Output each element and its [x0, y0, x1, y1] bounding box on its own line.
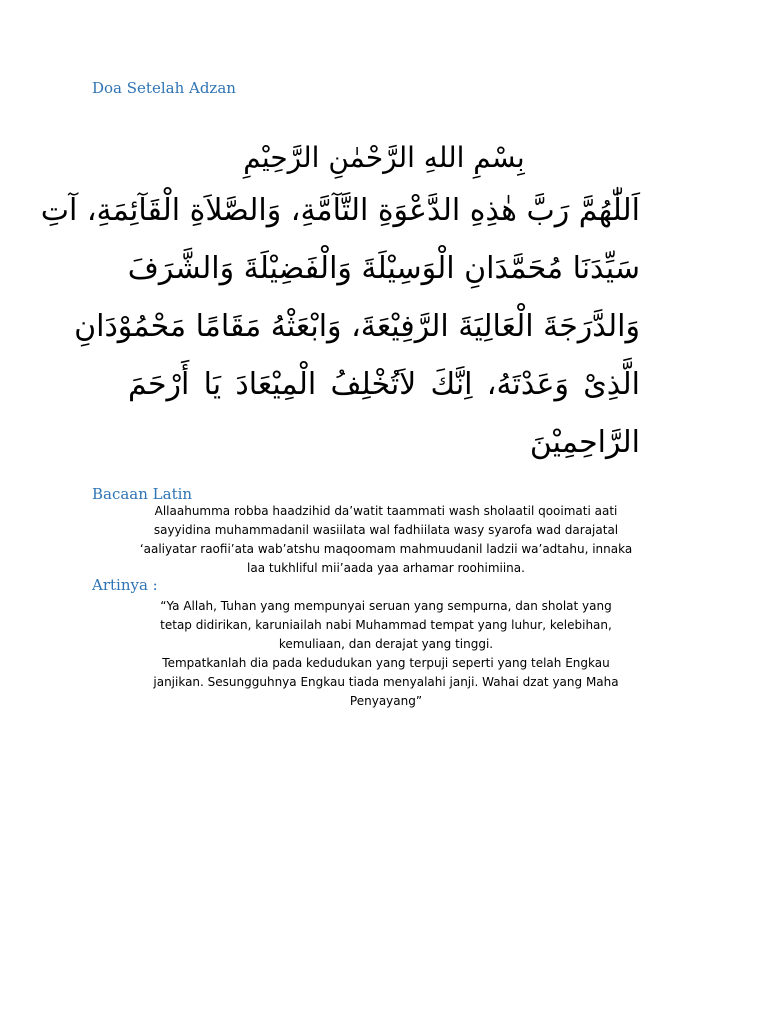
- arabic-line-1: اَللّٰهُمَّ رَبَّ هٰذِهِ الدَّعْوَةِ التَّآمَّةِ، وَالصَّلاَةِ الْقَآئِمَةِ، آتِ: [40, 193, 640, 228]
- latin-heading: Bacaan Latin: [92, 485, 193, 503]
- arabic-prayer-text: [40, 140, 640, 472]
- arabic-line-3: وَالدَّرَجَةَ الْعَالِيَةَ الرَّفِيْعَةَ، وَابْعَثْهُ مَقَامًا مَحْمُوْدَانِ: [74, 309, 640, 344]
- document-title: Doa Setelah Adzan: [92, 79, 236, 97]
- arabic-line-2: سَيِّدَنَا مُحَمَّدَانِ الْوَسِيْلَةَ وَالْفَضِيْلَةَ وَالشَّرَفَ: [127, 251, 640, 286]
- arabic-line-5: الرَّاحِمِيْنَ: [529, 425, 640, 460]
- meaning-line-2: tetap didirikan, karuniailah nabi Muhammad tempat yang luhur, kelebihan,: [160, 618, 612, 632]
- meaning-line-3: kemuliaan, dan derajat yang tinggi.: [278, 637, 494, 651]
- basmala: بِسْمِ اللهِ الرَّحْمٰنِ الرَّحِيْمِ: [243, 141, 525, 174]
- latin-line-2: sayyidina muhammadanil wasiilata wal fadhiilata wasy syarofa wad darajatal: [153, 523, 619, 537]
- latin-line-1: Allaahumma robba haadzihid da’watit taammati wash sholaatil qooimati aati: [154, 504, 618, 518]
- meaning-heading: Artinya :: [92, 576, 158, 594]
- latin-line-3: ‘aaliyatar raofii’ata wab’atshu maqoomam mahmuudanil ladzii wa’adtahu, innaka: [139, 542, 633, 556]
- meaning-line-6: Penyayang”: [349, 694, 423, 708]
- meaning-line-5: janjikan. Sesungguhnya Engkau tiada menyalahi janji. Wahai dzat yang Maha: [153, 675, 619, 689]
- meaning-text: [92, 597, 680, 711]
- meaning-line-1: “Ya Allah, Tuhan yang mempunyai seruan yang sempurna, dan sholat yang: [160, 599, 612, 613]
- meaning-line-4: Tempatkanlah dia pada kedudukan yang terpuji seperti yang telah Engkau: [162, 656, 610, 670]
- latin-line-4: laa tukhliful mii’aada yaa arhamar roohimiina.: [247, 561, 525, 575]
- arabic-line-4: الَّذِىْ وَعَدْتَهُ، اِنَّكَ لاَتُخْلِفُ الْمِيْعَادَ يَا أَرْحَمَ: [128, 367, 640, 402]
- latin-transliteration: [92, 502, 680, 578]
